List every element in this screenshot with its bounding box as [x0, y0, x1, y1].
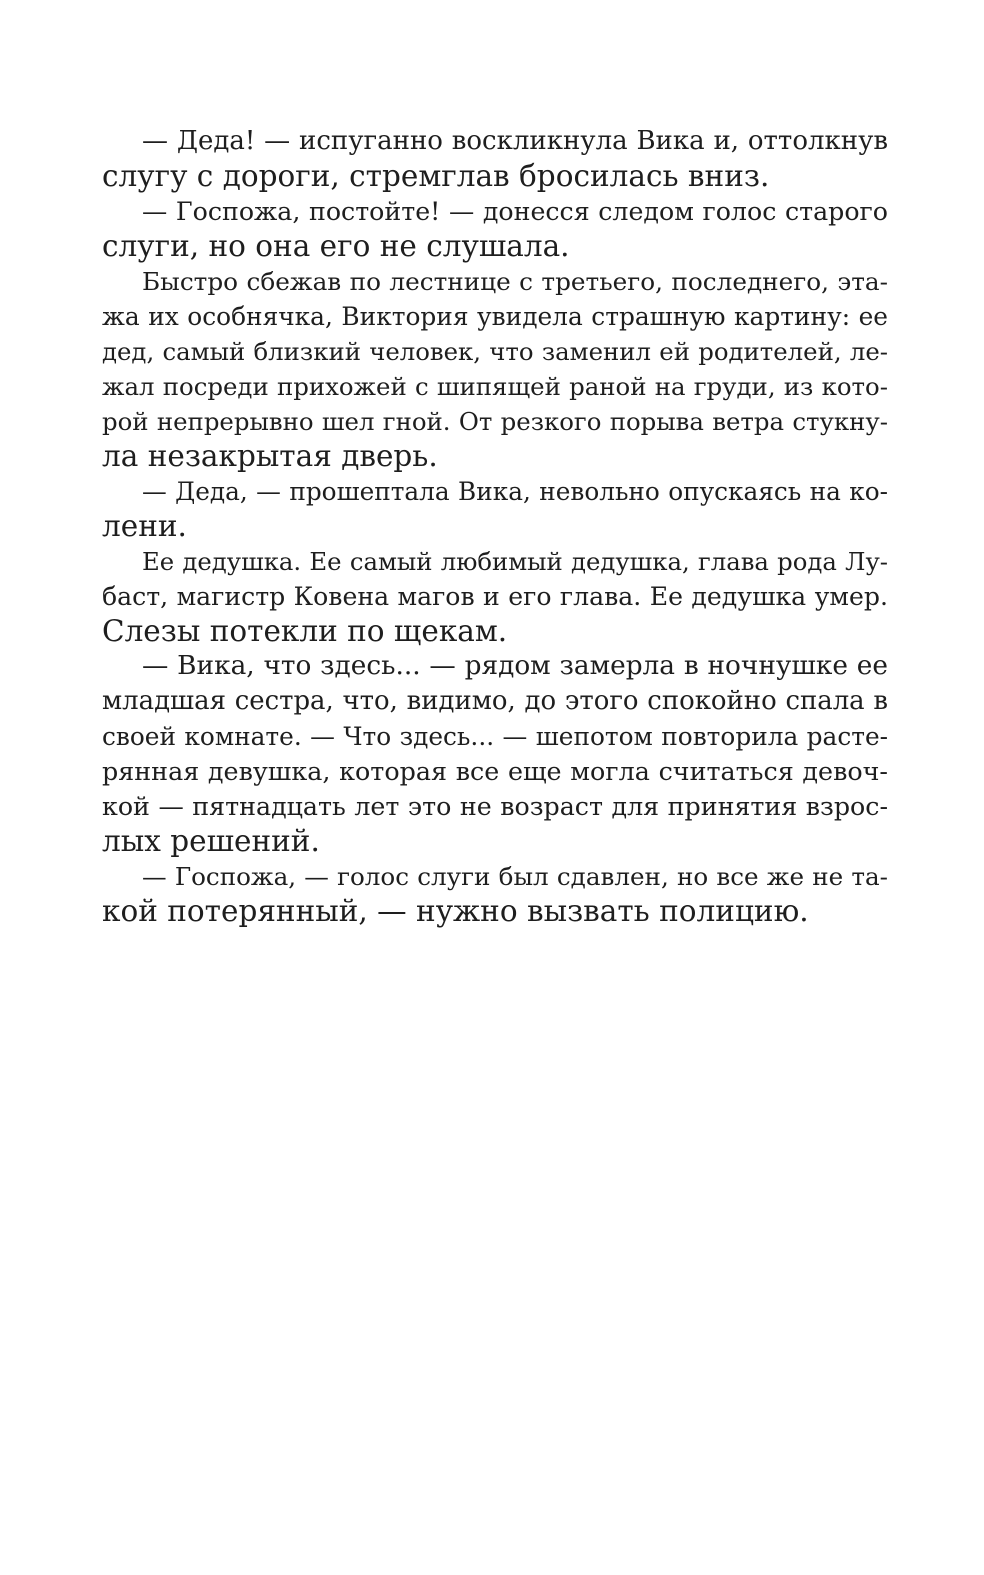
text-line: лени.	[102, 509, 187, 543]
text-line: дед, самый близкий человек, что заменил ей родителей, ле-	[102, 337, 888, 366]
text-line: слуги, но она его не слушала.	[102, 229, 570, 263]
text-line: — Госпожа, постойте! — донесся следом голос старого	[142, 197, 888, 226]
text-line: жал посреди прихожей с шипящей раной на груди, из кото-	[102, 372, 888, 401]
text-line: ла незакрытая дверь.	[102, 439, 438, 473]
text-line: — Госпожа, — голос слуги был сдавлен, но все же не та-	[142, 862, 888, 891]
text-line: лых решений.	[102, 824, 320, 858]
text-line: — Вика, что здесь... — рядом замерла в ночнушке ее	[142, 651, 888, 681]
text-line: кой — пятнадцать лет это не возраст для принятия взрос-	[102, 791, 888, 821]
body-text	[102, 124, 888, 929]
text-line: своей комнате. — Что здесь... — шепотом повторила расте-	[102, 722, 888, 751]
text-line: младшая сестра, что, видимо, до этого спокойно спала в	[102, 686, 888, 716]
text-line: — Деда! — испуганно воскликнула Вика и, оттолкнув	[142, 126, 888, 156]
text-line: кой потерянный, — нужно вызвать полицию.	[102, 894, 809, 928]
text-line: слугу с дороги, стремглав бросилась вниз.	[102, 159, 770, 193]
text-line: Быстро сбежав по лестнице с третьего, последнего, эта-	[142, 267, 888, 296]
text-line: рой непрерывно шел гной. От резкого порыва ветра стукну-	[102, 407, 888, 436]
text-line: жа их особнячка, Виктория увидела страшную картину: ее	[102, 302, 888, 331]
text-line: Слезы потекли по щекам.	[102, 614, 508, 648]
text-line: баст, магистр Ковена магов и его глава. Ее дедушка умер.	[102, 582, 888, 611]
text-line: рянная девушка, которая все еще могла считаться девоч-	[102, 756, 888, 786]
text-line: — Деда, — прошептала Вика, невольно опускаясь на ко-	[142, 477, 888, 506]
text-line: Ее дедушка. Ее самый любимый дедушка, глава рода Лу-	[142, 547, 888, 576]
